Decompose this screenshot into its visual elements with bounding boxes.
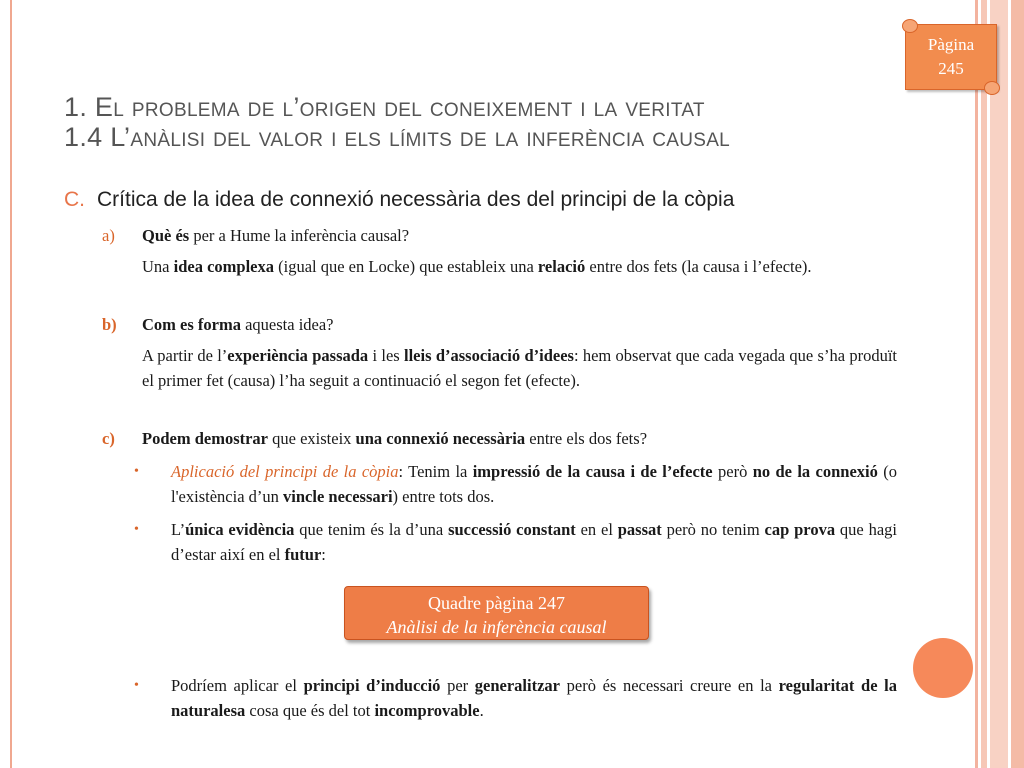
text: entre dos fets (la causa i l’efecte). xyxy=(585,257,812,276)
text-bold: vincle necessari xyxy=(283,486,393,506)
text-emphasis: Aplicació del principi de la còpia xyxy=(171,462,399,481)
text-bold: relació xyxy=(537,257,586,276)
quadre-button-line-2: Anàlisi de la inferència causal xyxy=(386,617,607,637)
bullet-text xyxy=(171,674,897,723)
text-bold: experiència passada xyxy=(227,346,369,365)
text-bold: futur xyxy=(284,544,322,564)
text: : xyxy=(321,544,326,564)
section-c-text: Crítica de la idea de connexió necessària des del principi de la còpia xyxy=(97,188,735,211)
left-border-line xyxy=(10,0,12,768)
decorative-circle xyxy=(913,638,973,698)
bullet-dot: • xyxy=(134,522,139,537)
page-tag-label: Pàgina xyxy=(927,35,975,54)
text: però és necessari creure en la xyxy=(560,676,779,695)
item-a-answer xyxy=(142,255,897,280)
title-line-2: 1.4 L’anàlisi del valor i els límits de la inferència causal xyxy=(64,122,731,152)
text-bold: no de la connexió xyxy=(752,462,878,481)
bullet-item xyxy=(134,674,897,723)
scroll-curl-icon xyxy=(984,81,1000,95)
text-bold: generalitzar xyxy=(474,676,560,695)
text: . xyxy=(479,700,484,720)
right-stripe xyxy=(990,0,1008,768)
bullet-text xyxy=(171,518,897,567)
item-b-question-bold: Com es forma xyxy=(142,315,241,334)
bullet-dot: • xyxy=(134,678,139,693)
bullet-item xyxy=(134,460,897,509)
text-bold: impressió de la causa i de l’efecte xyxy=(472,462,713,481)
item-b-question-rest: aquesta idea? xyxy=(240,315,334,334)
text: A partir de l’ xyxy=(142,346,228,365)
item-c-question-bold-2: una connexió necessària xyxy=(355,429,526,448)
text: i les xyxy=(368,346,405,365)
item-b-marker: b) xyxy=(102,315,117,334)
bullet-dot: • xyxy=(134,464,139,479)
item-c-question xyxy=(102,427,647,451)
text: (o l'existència d’un xyxy=(171,462,897,506)
section-c-marker: C. xyxy=(64,188,85,211)
item-c-question-bold: Podem demostrar xyxy=(142,429,269,448)
page-tag-number: 245 xyxy=(938,59,964,78)
right-stripe xyxy=(975,0,978,768)
text: : hem observat que cada vegada que s’ha produït el primer fet (causa) l’ha seguit a continuació el segon fet (efecte). xyxy=(142,346,897,390)
item-b-question xyxy=(102,313,334,337)
right-stripe xyxy=(1011,0,1024,768)
item-c-question-mid: que existeix xyxy=(268,429,356,448)
text-bold: idea complexa xyxy=(173,257,274,276)
text: Una xyxy=(142,257,174,276)
text: L’ xyxy=(171,520,186,539)
item-a-question xyxy=(102,224,409,248)
text: : Tenim la xyxy=(398,462,473,481)
text: que tenim és la d’una xyxy=(294,520,449,539)
item-a-marker: a) xyxy=(102,226,115,245)
text: ) entre tots dos. xyxy=(392,486,495,506)
text-bold: regularitat de la naturalesa xyxy=(171,676,897,720)
text: (igual que en Locke) que estableix una xyxy=(274,257,538,276)
item-b-answer xyxy=(142,344,897,393)
text-bold: cap prova xyxy=(764,520,836,539)
text: però xyxy=(712,462,753,481)
text: per xyxy=(440,676,475,695)
text: en el xyxy=(575,520,618,539)
text-bold: única evidència xyxy=(185,520,295,539)
bullet-item xyxy=(134,518,897,567)
text-bold: incomprovable xyxy=(374,700,480,720)
scroll-curl-icon xyxy=(902,19,918,33)
quadre-button-line-1: Quadre pàgina 247 xyxy=(428,593,565,613)
slide-title xyxy=(64,92,864,152)
section-c-heading xyxy=(64,186,864,214)
page-number-tag xyxy=(905,24,997,90)
text: Podríem aplicar el xyxy=(171,676,304,695)
text-bold: lleis d’associació d’idees xyxy=(404,346,574,365)
text-bold: passat xyxy=(617,520,662,539)
title-line-1: 1. El problema de l’origen del coneixement i la veritat xyxy=(64,92,705,122)
bullet-text xyxy=(171,460,897,509)
text: però no tenim xyxy=(661,520,765,539)
text: cosa que és del tot xyxy=(245,700,375,720)
item-a-question-bold: Què és xyxy=(142,226,190,245)
quadre-link-button[interactable] xyxy=(344,586,649,640)
item-a-question-rest: per a Hume la inferència causal? xyxy=(189,226,410,245)
text: que hagi d’estar així en el xyxy=(171,520,897,564)
text-bold: principi d’inducció xyxy=(303,676,441,695)
item-c-question-rest: entre els dos fets? xyxy=(525,429,648,448)
item-c-marker: c) xyxy=(102,429,115,448)
right-stripe xyxy=(981,0,987,768)
text-bold: successió constant xyxy=(448,520,576,539)
